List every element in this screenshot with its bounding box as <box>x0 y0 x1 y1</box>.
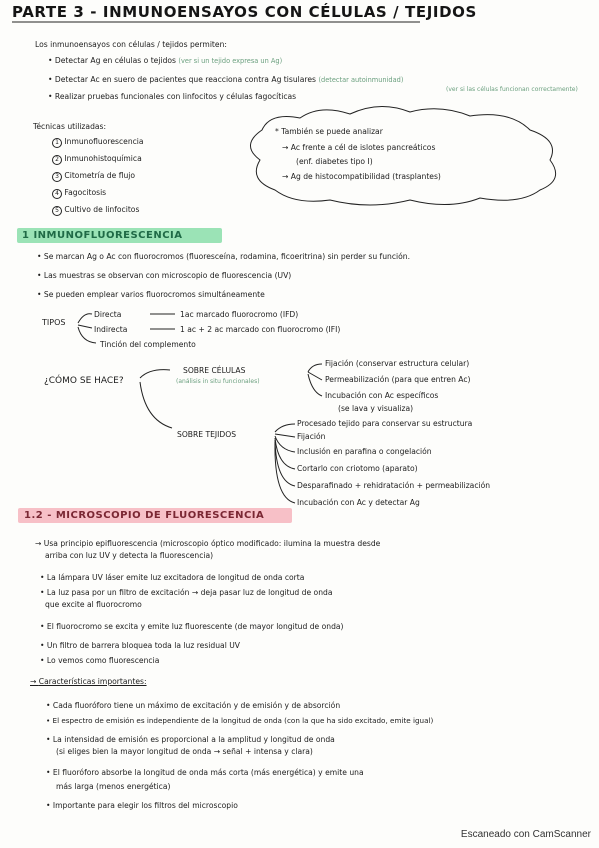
tipos-label: TIPOS <box>42 318 66 327</box>
celulas-step: Fijación (conservar estructura celular) <box>325 359 470 368</box>
tipo-name: Indirecta <box>94 325 128 334</box>
intro-bullet-2: • Detectar Ac en suero de pacientes que reacciona contra Ag tisulares (detectar autoinmunidad) <box>48 75 404 84</box>
caract-line-cont: más larga (menos energética) <box>56 782 171 791</box>
tecnica-item: 1 Inmunofluorescencia <box>52 137 144 148</box>
tejidos-step: Fijación <box>297 432 326 441</box>
tejidos-step: Cortarlo con criotomo (aparato) <box>297 464 418 473</box>
tipo-desc: 1 ac + 2 ac marcado con fluorocromo (IFI) <box>180 325 341 334</box>
s2-bullet: → Usa principio epifluorescencia (microscopio óptico modificado: ilumina la muestra desde <box>35 539 381 548</box>
tipo-name: Directa <box>94 310 122 319</box>
s1-bullet: • Se pueden emplear varios fluorocromos simultáneamente <box>37 290 265 299</box>
tejidos-step: Desparafinado + rehidratación + permeabilización <box>297 481 491 490</box>
s1-bullet: • Se marcan Ag o Ac con fluorocromos (fluoresceína, rodamina, ficoeritrina) sin perder su función. <box>37 252 411 261</box>
intro-note-2: (detectar autoinmunidad) <box>318 76 404 84</box>
cloud-item: (enf. diabetes tipo I) <box>296 157 373 166</box>
s2-bullet: • Un filtro de barrera bloquea toda la luz residual UV <box>40 641 240 650</box>
section1-heading: 1 INMUNOFLUORESCENCIA <box>22 230 183 241</box>
s2-bullet: • Lo vemos como fluorescencia <box>40 656 160 665</box>
caract-line-cont: (si eliges bien la mayor longitud de onda → señal + intensa y clara) <box>56 747 313 756</box>
caract-label: → Características importantes: <box>30 677 147 686</box>
section2-heading: 1.2 - MICROSCOPIO DE FLUORESCENCIA <box>24 510 265 521</box>
cloud-item: → Ag de histocompatibilidad (trasplantes) <box>282 172 441 181</box>
tecnicas-label: Técnicas utilizadas: <box>33 122 107 131</box>
tecnica-item: 5 Cultivo de linfocitos <box>52 205 139 216</box>
caract-line: • Importante para elegir los filtros del microscopio <box>46 801 238 810</box>
tecnica-item: 3 Citometría de flujo <box>52 171 135 182</box>
cloud-item: → Ac frente a cél de islotes pancreáticos <box>282 143 436 152</box>
intro-bullet-3: • Realizar pruebas funcionales con linfocitos y células fagocíticas <box>48 92 297 101</box>
page-title: PARTE 3 - INMUNOENSAYOS CON CÉLULAS / TEJIDOS <box>12 3 477 21</box>
caract-line: • El espectro de emisión es independiente de la longitud de onda (con la que ha sido excitado, emite igual) <box>46 716 434 725</box>
intro-note-1: (ver si un tejido expresa un Ag) <box>178 57 283 65</box>
sobre-tejidos: SOBRE TEJIDOS <box>177 430 237 439</box>
tejidos-step: Incubación con Ac y detectar Ag <box>297 498 420 507</box>
tipo-name: Tinción del complemento <box>100 340 196 349</box>
tecnica-number: 4 <box>52 189 62 199</box>
caract-line: • Cada fluoróforo tiene un máximo de excitación y de emisión y de absorción <box>46 701 341 710</box>
intro-note-3: (ver si las células funcionan correctamente) <box>446 86 578 93</box>
caract-line: • La intensidad de emisión es proporcional a la amplitud y longitud de onda <box>46 735 335 744</box>
s1-bullet: • Las muestras se observan con microscopio de fluorescencia (UV) <box>37 271 292 280</box>
como-question: ¿CÓMO SE HACE? <box>44 376 124 386</box>
s2-bullet: • La luz pasa por un filtro de excitación → deja pasar luz de longitud de onda <box>40 588 333 597</box>
sobre-celulas: SOBRE CÉLULAS <box>183 366 246 375</box>
intro-text: Los inmunoensayos con células / tejidos permiten: <box>35 40 227 49</box>
s2-bullet-cont: arriba con luz UV y detecta la fluorescencia) <box>45 551 214 560</box>
celulas-note: (análisis in situ funcionales) <box>176 378 260 385</box>
tecnica-number: 2 <box>52 155 62 165</box>
caract-line: • El fluoróforo absorbe la longitud de onda más corta (más energética) y emite una <box>46 768 364 777</box>
tecnica-number: 3 <box>52 172 62 182</box>
celulas-step: (se lava y visualiza) <box>338 404 414 413</box>
cloud-header: * También se puede analizar <box>275 127 383 136</box>
tejidos-step: Procesado tejido para conservar su estructura <box>297 419 473 428</box>
tejidos-step: Inclusión en parafina o congelación <box>297 447 432 456</box>
intro-bullet-1: • Detectar Ag en células o tejidos (ver si un tejido expresa un Ag) <box>48 56 283 65</box>
s2-bullet: • El fluorocromo se excita y emite luz fluorescente (de mayor longitud de onda) <box>40 622 344 631</box>
tecnica-item: 2 Inmunohistoquímica <box>52 154 142 165</box>
tecnica-number: 1 <box>52 138 62 148</box>
celulas-step: Incubación con Ac específicos <box>325 391 439 400</box>
s2-bullet-cont: que excite al fluorocromo <box>45 600 142 609</box>
tecnica-item: 4 Fagocitosis <box>52 188 106 199</box>
celulas-step: Permeabilización (para que entren Ac) <box>325 375 471 384</box>
s2-bullet: • La lámpara UV láser emite luz excitadora de longitud de onda corta <box>40 573 305 582</box>
tecnica-number: 5 <box>52 206 62 216</box>
tipo-desc: 1ac marcado fluorocromo (IFD) <box>180 310 299 319</box>
scanner-footer: Escaneado con CamScanner <box>460 829 591 840</box>
